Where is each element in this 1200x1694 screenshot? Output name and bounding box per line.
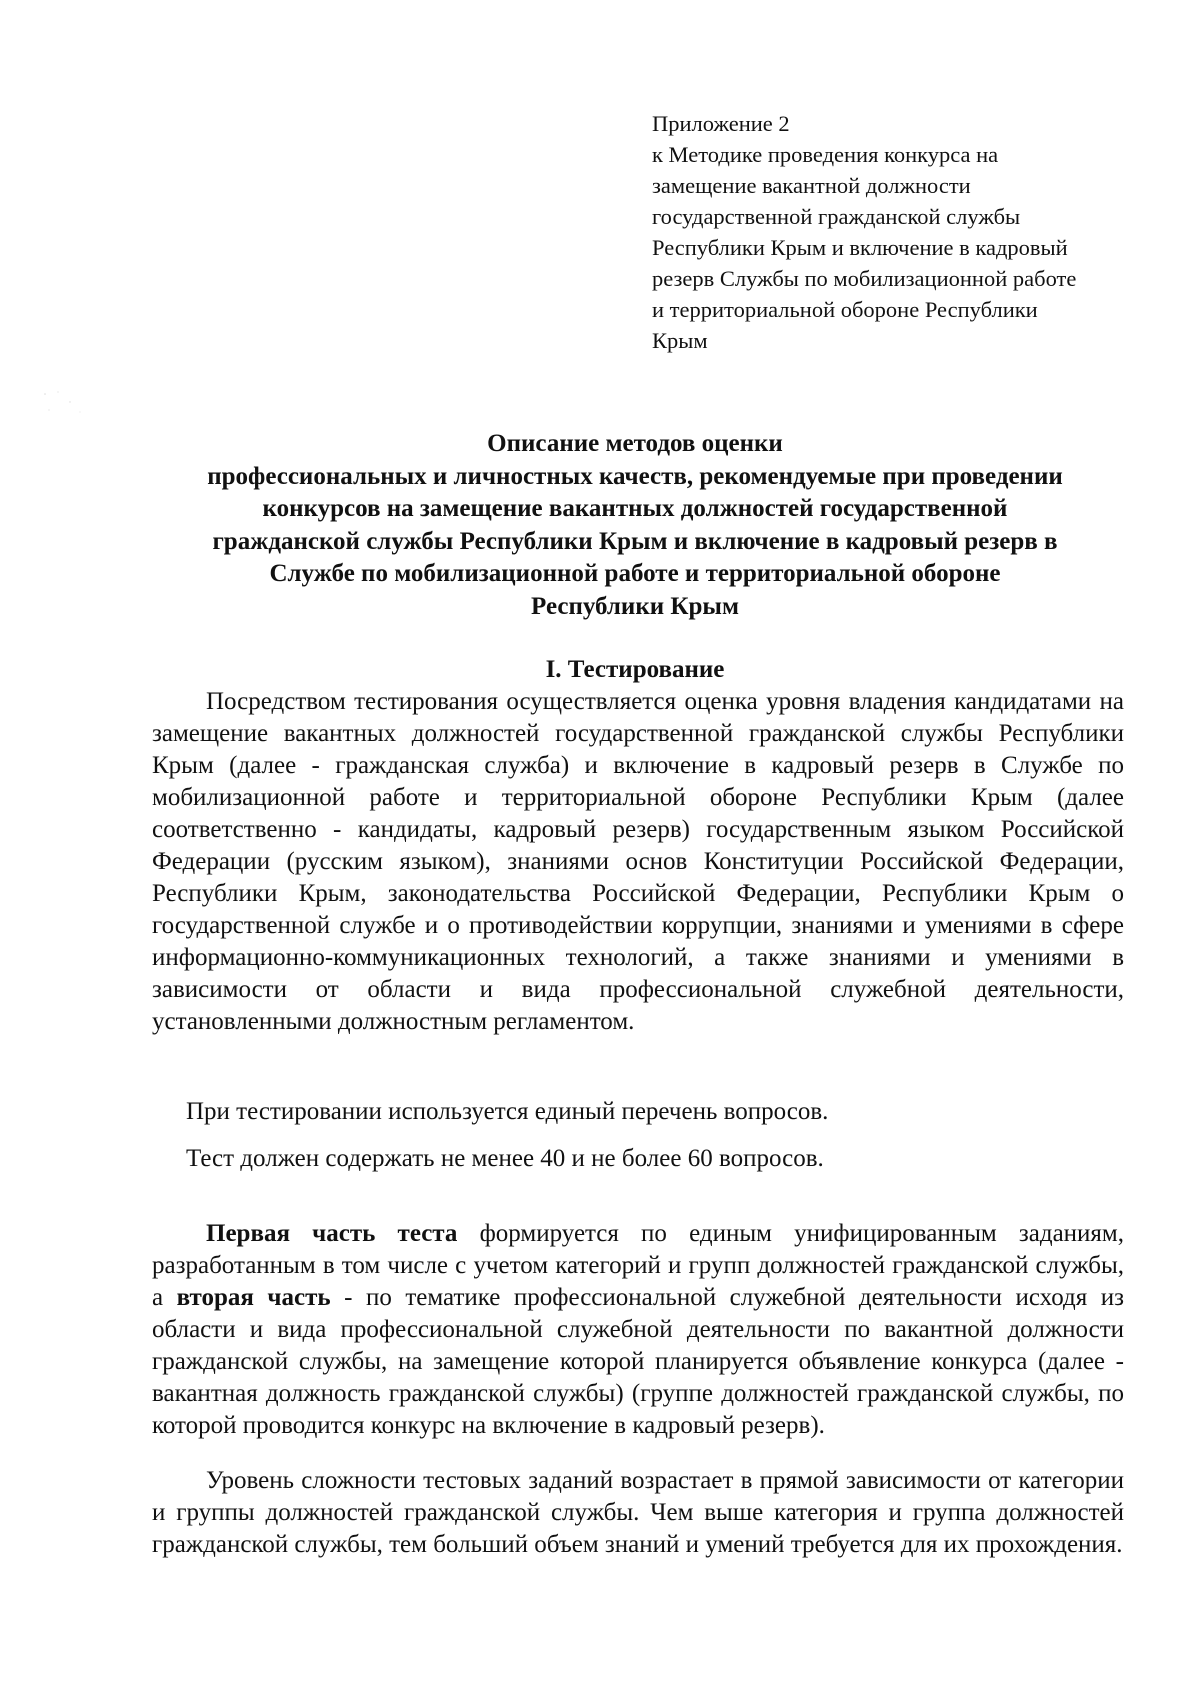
paragraph-test-parts bbox=[152, 1218, 1124, 1442]
paragraph-text: Тест должен содержать не менее 40 и не более 60 вопросов. bbox=[186, 1145, 824, 1172]
appendix-header bbox=[652, 108, 1132, 356]
paragraph-text: Посредством тестирования осуществляется оценка уровня владения кандидатами на замещение вакантных должностей государственной гражданской службы Республики Крым (далее - гражданская служба) и включение в кадровый резерв в Службе по мобилизационной работе и территориальной обороне Республики Крым (далее соответственно - кандидаты, кадровый резерв) государственным языком Российской Федерации (русским языком), знаниями основ Конституции Российской Федерации, Республики Крым, законодательства Российской Федерации, Республики Крым о государственной службе и о противодействии коррупции, знаниями и умениями в сфере информационно-коммуникационных технологий, а также знаниями и умениями в зависимости от области и вида профессиональной служебной деятельности, установленными должностным регламентом. bbox=[152, 688, 1124, 1035]
document-title bbox=[145, 428, 1125, 623]
paragraph-difficulty bbox=[152, 1465, 1124, 1561]
title-line: Республики Крым bbox=[531, 592, 739, 620]
appendix-line: Приложение 2 bbox=[652, 111, 790, 136]
paragraph-segment: формируется по единым унифицированным заданиям, разработанным в том числе с учетом категорий и групп должностей гражданской службы, а bbox=[152, 1220, 1124, 1311]
paragraph-text: При тестировании используется единый перечень вопросов. bbox=[186, 1098, 829, 1125]
paragraph-testing-scope bbox=[152, 686, 1124, 1038]
appendix-line: к Методике проведения конкурса на bbox=[652, 142, 999, 167]
title-line: Описание методов оценки bbox=[487, 430, 783, 457]
scan-specks bbox=[40, 388, 90, 428]
title-line: Службе по мобилизационной работе и территориальной обороне bbox=[269, 560, 1001, 587]
paragraph-text bbox=[152, 1218, 1124, 1442]
title-line: профессиональных и личностных качеств, рекомендуемые при проведении bbox=[207, 462, 1063, 490]
section-heading: I. Тестирование bbox=[545, 656, 725, 683]
appendix-line: резерв Службы по мобилизационной работе bbox=[652, 266, 1077, 291]
appendix-line: государственной гражданской службы bbox=[652, 204, 1021, 229]
paragraph-question-list bbox=[152, 1096, 1124, 1128]
appendix-line: Крым bbox=[652, 328, 708, 353]
title-line: гражданской службы Республики Крым и включение в кадровый резерв в bbox=[212, 527, 1058, 555]
bold-term: Первая часть теста bbox=[206, 1220, 458, 1247]
paragraph-segment: - по тематике профессиональной служебной деятельности исходя из области и вида профессиональной служебной деятельности по вакантной должности гражданской службы, на замещение которой планируется объявление конкурса (далее - вакантная должность гражданской службы) (группе должностей гражданской службы, по которой проводится конкурс на включение в кадровый резерв). bbox=[152, 1284, 1124, 1439]
bold-term: вторая часть bbox=[176, 1284, 331, 1311]
appendix-line: замещение вакантной должности bbox=[652, 173, 971, 198]
paragraph-question-count bbox=[152, 1143, 1124, 1175]
title-line: конкурсов на замещение вакантных должностей государственной bbox=[262, 495, 1008, 522]
appendix-line: Республики Крым и включение в кадровый bbox=[652, 235, 1068, 260]
appendix-line: и территориальной обороне Республики bbox=[652, 297, 1038, 322]
paragraph-text: Уровень сложности тестовых заданий возрастает в прямой зависимости от категории и группы должностей гражданской службы. Чем выше категория и группа должностей гражданской службы, тем больший объем знаний и умений требуется для их прохождения. bbox=[152, 1467, 1124, 1558]
